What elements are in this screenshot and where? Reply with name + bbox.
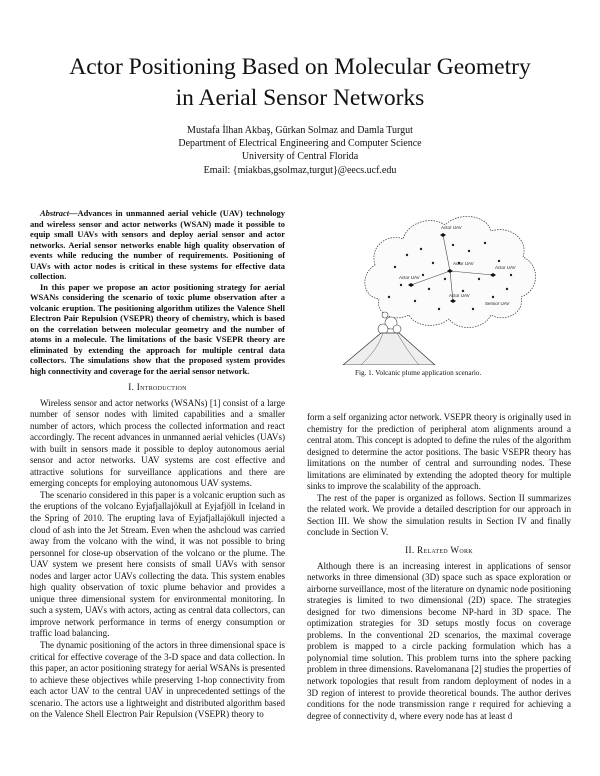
right-paragraph-2: The rest of the paper is organized as follows. Section II summarizes the related work. We provide a detailed description for our approach in Section III. We show the simulation results in Section IV and finally conclude in Section V. [307,492,571,538]
left-column [30,208,285,721]
section-number: II. [405,545,415,556]
right-column [307,412,571,722]
right-paragraph-1: form a self organizing actor network. VSEPR theory is originally used in chemistry for the prediction of peripheral atom alignments around a central atom. This concept is adopted to define the rules of the algorithm designed to determine the actor positions. The basic VSEPR theory has limitations on the number of central and surrounding nodes. These limitations are eliminated by extending the adopted theory for multiple sinks to improve the scalability of the approach. [307,412,571,492]
label-sensor: Sensor UAV [485,301,510,306]
label-actor-top: Actor UAV [441,225,462,230]
author-email: Email: {miakbas,gsolmaz,turgut}@eecs.ucf.edu [203,164,397,176]
abstract-text-1: Advances in unmanned aerial vehicle (UAV) technology and wireless sensor and actor networks (WSAN) made it possible to equip small UAVs with sensors and deploy aerial sensor and actor networks. Aerial sensor networks enable high quality observation of events while reducing the number of requirements. Positioning of UAVs with actor nodes is critical in these systems for effective data collection. [30,208,285,281]
author-department: Department of Electrical Engineering and Computer Science [178,138,422,150]
paper-title [30,52,570,114]
label-actor-left: Actor UAV [399,275,420,280]
intro-paragraph-2: The scenario considered in this paper is a volcanic eruption such as the eruptions of the volcano Eyjafjallajökull at Eyjafjöll in Iceland in the Spring of 2010. The erupting lava of Eyjafjallajökull injected a cloud of ash into the Jet Stream. Even when the ashcloud was carried away from the volcano with the wind, it was not possible to bring personnel for close-up observation of the volcano or the plume. The UAV system we present here consists of small UAVs with sensor nodes and larger actor UAVs collecting the data. This system enables high quality observation of toxic plume behavior and provides a unique three dimensional system for environmental monitoring. In such a system, UAVs with actors, acting as central data collectors, can improve network performance in terms of energy consumption or traffic load balancing. [30,489,285,639]
author-block [30,124,570,177]
section-heading-related-work [307,545,571,557]
volcano-illustration [303,205,571,365]
abstract-lead: Abstract— [40,208,78,218]
intro-paragraph-1: Wireless sensor and actor networks (WSANs) [1] consist of a large number of sensor nodes with limited capabilities and a smaller number of actors, which process the collected information and react accordingly. The recent advances in unmanned aerial vehicles (UAVs) with built in sensors made it possible to deploy autonomous aerial sensor and actor networks. UAV systems are cost effective and attractive solutions for surveillance applications and there are emerging concepts for employing autonomous UAV systems. [30,397,285,489]
volcano-shape [343,333,435,365]
abstract [30,208,285,376]
related-paragraph-1: Although there is an increasing interest in applications of sensor networks in three dimensional (3D) space such as space exploration or airborne surveillance, most of the literature on dynamic node positioning strategies is limited to two dimensional (2D) space. The strategies designed for two dimensions become NP-hard in 3D space. The optimization strategies for 3D setups mostly focus on coverage problems. In the conventional 2D scenarios, the maximal coverage problem is mapped to a circle packing formulation which has a polynomial time solution. This problem turns into the sphere packing problem in three dimensions. Ravelomanana [2] studies the properties of network topologies that result from random deployment of nodes in a 3D region of interest to provide theoretical bounds. The author derives conditions for the node transmission range r required for achieving a degree of connectivity d, where every node has at least d [307,560,571,721]
section-title: Related Work [417,545,473,556]
section-title: Introduction [136,382,187,392]
section-heading-introduction [30,382,285,394]
figure-caption: Fig. 1. Volcanic plume application scenario. [355,369,482,377]
abstract-paragraph-2: In this paper we propose an actor positioning strategy for aerial WSANs considering the scenario of toxic plume observation after a volcanic eruption. The positioning algorithm utilizes the Valence Shell Electron Pair Repulsion (VSEPR) theory of chemistry, which is based on the correlation between molecular geometry and the number of atoms in a molecule. The limitations of the basic VSEPR theory are eliminated by extending the approach for multiple central data collectors. The simulations show that the proposed system provides high connectivity and coverage for the aerial sensor network. [30,281,285,376]
abstract-paragraph-1 [30,208,285,282]
author-names: Mustafa İlhan Akbaş, Gürkan Solmaz and Damla Turgut [187,125,413,136]
label-actor-center: Actor UAV [453,261,474,266]
label-actor-right: Actor UAV [495,265,516,270]
figure-volcanic-plume [303,205,571,365]
label-actor-bottom: Actor UAV [449,293,470,298]
section-number: I. [128,382,135,392]
title-line-1: Actor Positioning Based on Molecular Geometry [69,54,531,80]
intro-paragraph-3: The dynamic positioning of the actors in three dimensional space is critical for effective coverage of the 3-D space and data collection. In this paper, an actor positioning strategy for aerial WSANs is presented to achieve these objectives while preserving 1-hop connectivity from each actor UAV to the central UAV in unprecedented settings of the scenario. The actors use a lightweight and distributed algorithm based on the Valence Shell Electron Pair Repulsion (VSEPR) theory to [30,640,285,720]
author-university: University of Central Florida [241,151,359,163]
title-line-2: in Aerial Sensor Networks [175,85,425,111]
